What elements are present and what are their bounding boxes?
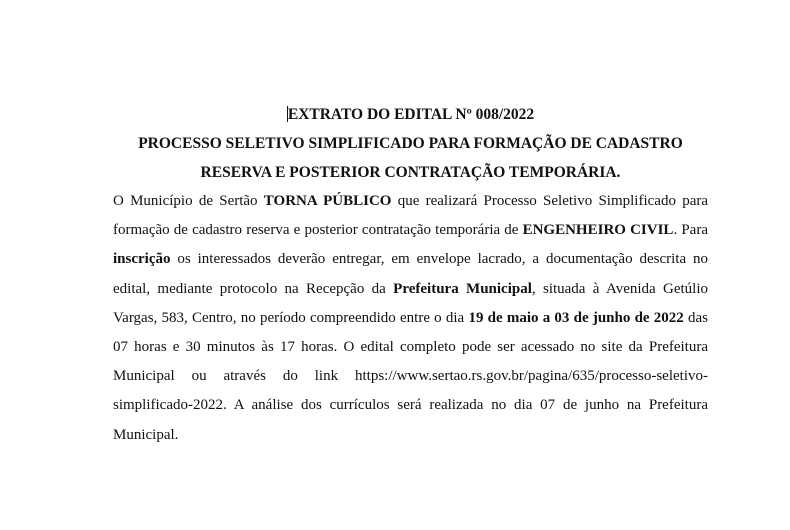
paragraph-text: O Município de Sertão xyxy=(113,193,264,209)
paragraph-text: que realizará Processo Seletivo Simplificado para formação de cadastro reserva e posterior contratação temporária de xyxy=(113,193,709,239)
document-page xyxy=(113,100,708,450)
paragraph-bold-torna-publico: TORNA PÚBLICO xyxy=(263,193,392,209)
paragraph-bold-inscricao: inscrição xyxy=(113,251,171,268)
paragraph-text: . Para xyxy=(673,222,708,239)
document-title-line xyxy=(113,100,708,129)
paragraph-text: , situada à Avenida Getúlio Vargas, 583, Centro, no período compreendido entre o dia xyxy=(113,280,709,326)
paragraph-bold-prefeitura-municipal: Prefeitura Municipal xyxy=(393,280,532,297)
paragraph-text: das 07 horas e 30 minutos às 17 horas. O edital completo pode ser acessado no site da Prefeitura Municipal ou através do link https://www.sertao.rs.gov.br/pagina/635/processo-seletivo-simplificado-2022. A análise dos currículos será realizada no dia 07 de junho na Prefeitura Municipal. xyxy=(113,309,709,443)
document-subtitle-line-2: RESERVA E POSTERIOR CONTRATAÇÃO TEMPORÁRIA. xyxy=(200,164,621,181)
paragraph-bold-engenheiro-civil: ENGENHEIRO CIVIL xyxy=(522,222,674,239)
document-title: EXTRATO DO EDITAL Nº 008/2022 xyxy=(287,106,535,123)
document-paragraph xyxy=(113,187,708,450)
paragraph-bold-dates: 19 de maio a 03 de junho de 2022 xyxy=(468,309,684,326)
paragraph-text: os interessados deverão entregar, em envelope lacrado, a documentação descrita no edital, mediante protocolo na Recepção da xyxy=(113,251,708,297)
document-subtitle-line-1: PROCESSO SELETIVO SIMPLIFICADO PARA FORMAÇÃO DE CADASTRO xyxy=(138,135,683,152)
